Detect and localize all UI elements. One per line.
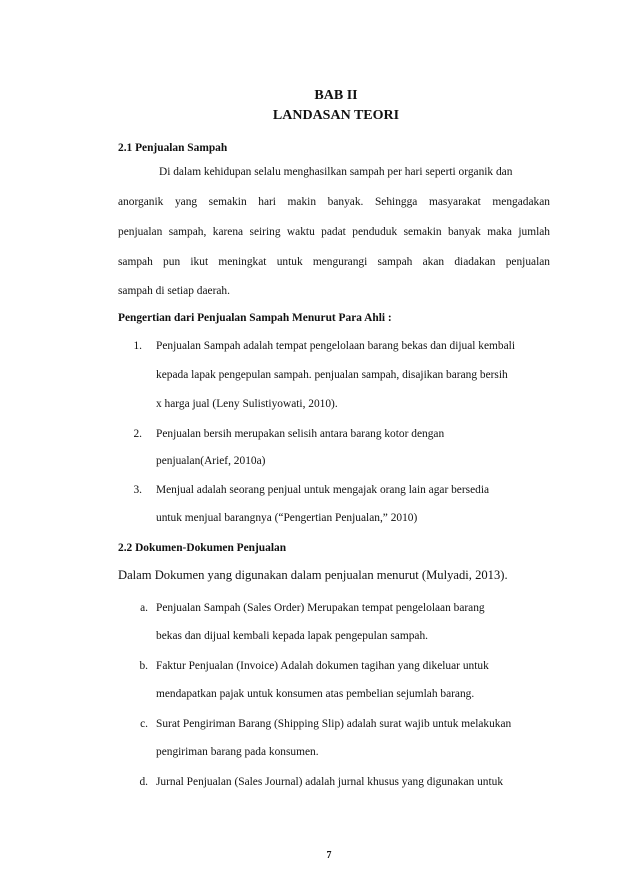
list-item-line: untuk menjual barangnya (“Pengertian Penjualan,” 2010) — [156, 512, 418, 524]
list-marker: a. — [140, 602, 148, 614]
paragraph-line: Di dalam kehidupan selalu menghasilkan sampah per hari seperti organik dan — [159, 166, 513, 178]
list-item-line: kepada lapak pengepulan sampah. penjualan sampah, disajikan barang bersih — [156, 369, 508, 381]
list-item-line: Menjual adalah seorang penjual untuk mengajak orang lain agar bersedia — [156, 484, 490, 496]
list-marker: 3. — [133, 484, 142, 496]
paragraph-line: anorganik yang semakin hari makin banyak. Sehingga masyarakat mengadakan — [118, 196, 550, 208]
section-intro: Dalam Dokumen yang digunakan dalam penjualan menurut (Mulyadi, 2013). — [118, 568, 508, 582]
chapter-title: LANDASAN TEORI — [272, 108, 400, 123]
list-marker: c. — [140, 718, 148, 730]
list-marker: d. — [139, 776, 148, 788]
list-item-line: Penjualan Sampah (Sales Order) Merupakan tempat pengelolaan barang — [156, 602, 485, 614]
list-item-line: Jurnal Penjualan (Sales Journal) adalah jurnal khusus yang digunakan untuk — [156, 776, 504, 788]
list-item-line: penjualan(Arief, 2010a) — [156, 455, 266, 467]
list-item-line: x harga jual (Leny Sulistiyowati, 2010). — [156, 398, 338, 410]
list-item-line: mendapatkan pajak untuk konsumen atas pembelian sejumlah barang. — [156, 688, 475, 700]
paragraph-line: sampah pun ikut meningkat untuk mengurangi sampah akan diadakan penjualan — [118, 256, 550, 268]
list-marker: 1. — [133, 340, 142, 352]
list-item-line: bekas dan dijual kembali kepada lapak pengepulan sampah. — [156, 630, 429, 642]
chapter-number: BAB II — [314, 88, 358, 103]
list-marker: 2. — [133, 428, 142, 440]
list-item-line: pengiriman barang pada konsumen. — [156, 746, 319, 758]
paragraph-line: sampah di setiap daerah. — [118, 285, 230, 297]
list-marker: b. — [139, 660, 148, 672]
list-item-line: Penjualan Sampah adalah tempat pengelolaan barang bekas dan dijual kembali — [156, 340, 515, 352]
definitions-subheading: Pengertian dari Penjualan Sampah Menurut Para Ahli : — [118, 312, 392, 324]
paragraph-line: penjualan sampah, karena seiring waktu padat penduduk semakin banyak maka jumlah — [118, 226, 550, 238]
section-heading-2-2: 2.2 Dokumen-Dokumen Penjualan — [118, 542, 287, 554]
list-item-line: Surat Pengiriman Barang (Shipping Slip) adalah surat wajib untuk melakukan — [156, 718, 512, 730]
list-item-line: Penjualan bersih merupakan selisih antara barang kotor dengan — [156, 428, 445, 440]
list-item-line: Faktur Penjualan (Invoice) Adalah dokumen tagihan yang dikeluar untuk — [156, 660, 489, 672]
section-heading-2-1: 2.1 Penjualan Sampah — [118, 142, 228, 154]
page-number: 7 — [326, 850, 332, 861]
